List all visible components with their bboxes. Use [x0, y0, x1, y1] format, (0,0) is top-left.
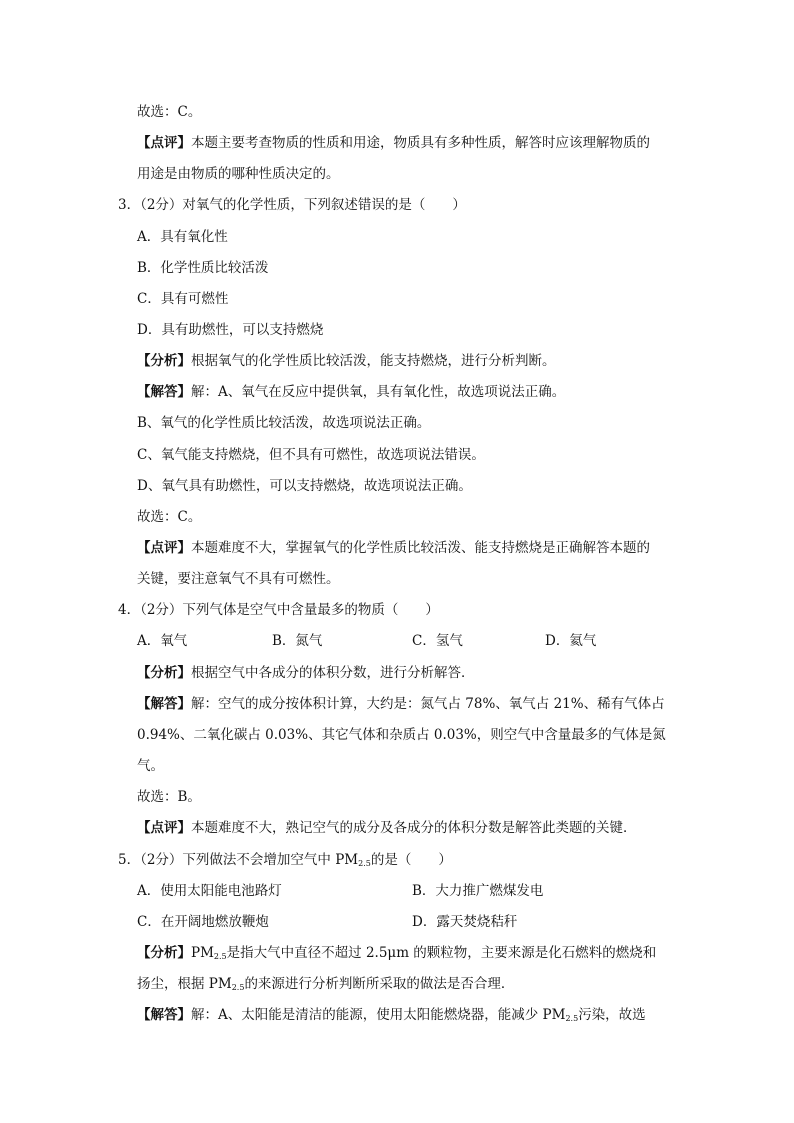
q4-option-b: B．氮气 — [272, 633, 323, 649]
q3-comment: 【点评】本题难度不大，掌握氧气的化学性质比较活泼、能支持燃烧是正确解答本题的 — [137, 540, 650, 556]
q4-option-a: A．氧气 — [137, 633, 188, 649]
q5-analysis-2: 扬尘，根据 $PM_{2.5}$的来源进行分析判断所采取的做法是否合理． — [137, 976, 515, 992]
question-4-stem: 4．（2分）下列气体是空气中含量最多的物质（ ） — [118, 602, 439, 618]
q3-option-c: C．具有可燃性 — [137, 291, 229, 307]
question-5-stem: 5．（2分）下列做法不会增加空气中 $PM_{2.5}$的是（ ） — [118, 852, 452, 868]
comment-line-2: 用途是由物质的哪种性质决定的。 — [137, 166, 340, 182]
q5-option-b: B．大力推广燃煤发电 — [412, 883, 544, 899]
q4-solution-1: 【解答】解：空气的成分按体积计算，大约是：氮气占 78%、氧气占 21%、稀有气体占 — [137, 696, 665, 712]
q4-analysis: 【分析】根据空气中各成分的体积分数，进行分析解答． — [137, 665, 475, 681]
q3-comment-2: 关键，要注意氧气不具有可燃性。 — [137, 571, 340, 587]
q3-option-b: B．化学性质比较活泼 — [137, 260, 269, 276]
q5-analysis: 【分析】$PM_{2.5}$是指大气中直径不超过 2.5μm 的颗粒物，主要来源是化石燃料的燃烧和 — [137, 945, 657, 961]
q4-comment: 【点评】本题难度不大，熟记空气的成分及各成分的体积分数是解答此类题的关键． — [137, 820, 637, 836]
q4-option-c: C．氢气 — [412, 633, 463, 649]
q4-answer: 故选：B。 — [137, 789, 201, 805]
q4-solution-3: 气。 — [137, 758, 164, 774]
q4-solution-2: 0.94%、二氧化碳占 0.03%、其它气体和杂质占 0.03%，则空气中含量最多的气体是氮 — [137, 727, 666, 743]
q5-option-d: D．露天焚烧秸秆 — [412, 914, 518, 930]
q3-analysis: 【分析】根据氧气的化学性质比较活泼，能支持燃烧，进行分析判断。 — [137, 353, 556, 369]
answer-line: 故选：C。 — [137, 104, 202, 120]
q5-option-a: A．使用太阳能电池路灯 — [137, 883, 282, 899]
q3-solution-4: D、氧气具有助燃性，可以支持燃烧，故选项说法正确。 — [137, 478, 472, 494]
q3-option-d: D．具有助燃性，可以支持燃烧 — [137, 322, 324, 338]
question-3-stem: 3．（2分）对氧气的化学性质，下列叙述错误的是（ ） — [118, 197, 466, 213]
comment-line: 【点评】本题主要考查物质的性质和用途，物质具有多种性质，解答时应该理解物质的 — [137, 135, 650, 151]
q3-solution-3: C、氧气能支持燃烧，但不具有可燃性，故选项说法错误。 — [137, 447, 485, 463]
q3-solution-2: B、氧气的化学性质比较活泼，故选项说法正确。 — [137, 415, 431, 431]
q3-solution-1: 【解答】解：A、氧气在反应中提供氧，具有氧化性，故选项说法正确。 — [137, 384, 566, 400]
q3-answer: 故选：C。 — [137, 509, 202, 525]
q3-option-a: A．具有氧化性 — [137, 229, 228, 245]
q5-option-c: C．在开阔地燃放鞭炮 — [137, 914, 269, 930]
q4-option-d: D．氦气 — [545, 633, 597, 649]
q5-solution-1: 【解答】解：A、太阳能是清洁的能源，使用太阳能燃烧器，能减少 $PM_{2.5}$污染，故选 — [137, 1007, 646, 1023]
